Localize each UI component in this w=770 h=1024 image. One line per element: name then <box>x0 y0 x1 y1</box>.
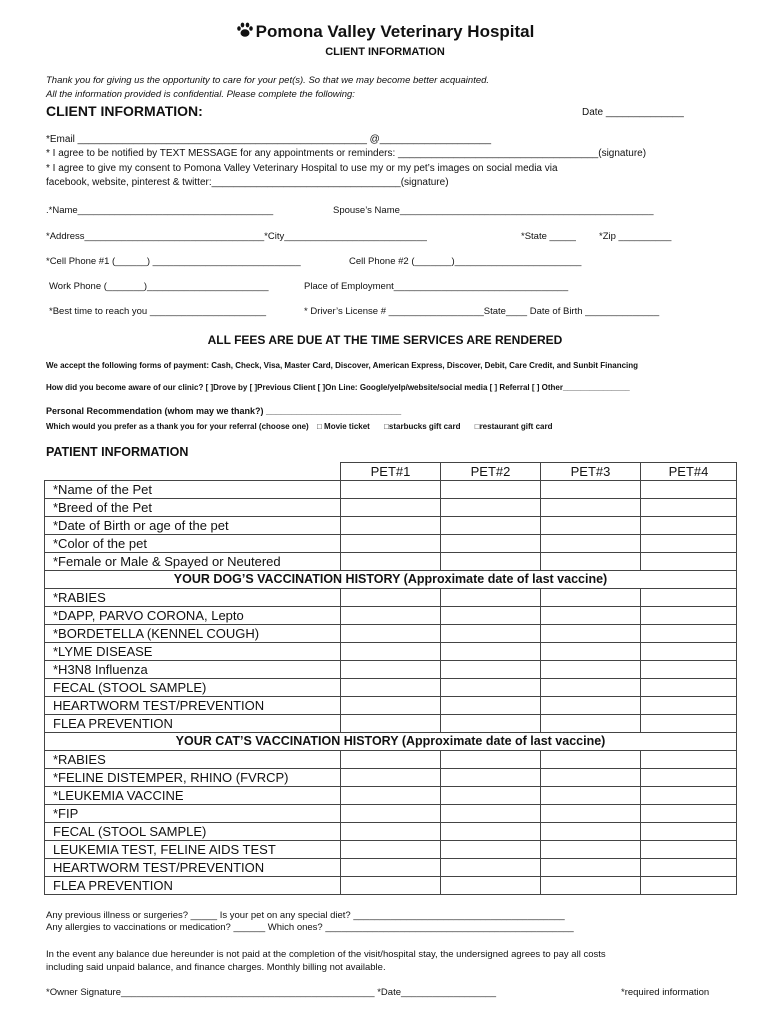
pet1-cell[interactable] <box>341 553 441 571</box>
pet1-cell[interactable] <box>341 805 441 823</box>
balance-terms-line-1: In the event any balance due hereunder is not paid at the completion of the visit/hospital stay, the undersigned agrees to pay all costs <box>46 949 606 960</box>
pet-info-row <box>45 499 737 517</box>
thank-you-choice <box>46 422 552 431</box>
pet2-cell[interactable] <box>441 625 541 643</box>
cat-vaccine-row-label: *FIP <box>45 805 341 823</box>
owner-signature-field[interactable]: *Owner Signature________________________________________________ *Date__________________ <box>46 987 497 998</box>
pet1-cell[interactable] <box>341 625 441 643</box>
recommendation-field[interactable]: Personal Recommendation (whom may we thank?) ___________________________ <box>46 406 402 416</box>
hospital-title <box>0 22 770 42</box>
pet3-cell[interactable] <box>541 481 641 499</box>
pet4-cell[interactable] <box>641 697 737 715</box>
cat-vaccine-row <box>45 805 737 823</box>
pet2-cell[interactable] <box>441 751 541 769</box>
pet1-cell[interactable] <box>341 535 441 553</box>
dog-vaccine-row-label: HEARTWORM TEST/PREVENTION <box>45 697 341 715</box>
hospital-title-text: Pomona Valley Veterinary Hospital <box>255 22 535 41</box>
pet2-cell[interactable] <box>441 499 541 517</box>
pet1-header: PET#1 <box>341 463 441 481</box>
cat-vaccine-row-label: HEARTWORM TEST/PREVENTION <box>45 859 341 877</box>
pet2-cell[interactable] <box>441 661 541 679</box>
pet2-cell[interactable] <box>441 553 541 571</box>
pet4-cell[interactable] <box>641 679 737 697</box>
dog-vaccine-row <box>45 607 737 625</box>
payment-methods: We accept the following forms of payment: Cash, Check, Visa, Master Card, Discover, American Express, Discover, Debit, Care Credit, and Sunbit Financing <box>46 361 639 370</box>
pet4-cell[interactable] <box>641 769 737 787</box>
email-field[interactable]: *Email ____________________________________________________ @____________________ <box>46 134 492 145</box>
cat-vaccination-heading: YOUR CAT’S VACCINATION HISTORY (Approximate date of last vaccine) <box>45 733 737 751</box>
pet3-cell[interactable] <box>541 769 641 787</box>
referral-source-options[interactable]: How did you become aware of our clinic? [ ]Drove by [ ]Previous Client [ ]On Line: Google/yelp/website/social media [ ] Referral [ ] Other_______________ <box>46 383 630 392</box>
pet2-cell[interactable] <box>441 517 541 535</box>
cat-vaccine-row <box>45 859 737 877</box>
name-field[interactable]: .*Name_____________________________________ <box>46 205 274 216</box>
dog-vaccine-row <box>45 715 737 733</box>
pet2-cell[interactable] <box>441 769 541 787</box>
pet4-cell[interactable] <box>641 553 737 571</box>
pet-info-row-label: *Color of the pet <box>45 535 341 553</box>
pet3-cell[interactable] <box>541 751 641 769</box>
pet2-cell[interactable] <box>441 805 541 823</box>
pet4-cell[interactable] <box>641 715 737 733</box>
pet4-cell[interactable] <box>641 625 737 643</box>
pet3-cell[interactable] <box>541 715 641 733</box>
intro-line-1: Thank you for giving us the opportunity to care for your pet(s). So that we may become better acquainted. <box>46 75 490 86</box>
pet3-cell[interactable] <box>541 841 641 859</box>
pet-info-row-label: *Breed of the Pet <box>45 499 341 517</box>
pet3-cell[interactable] <box>541 877 641 895</box>
pet3-cell[interactable] <box>541 625 641 643</box>
pet2-cell[interactable] <box>441 787 541 805</box>
pet1-cell[interactable] <box>341 859 441 877</box>
pet2-cell[interactable] <box>441 697 541 715</box>
dog-vaccine-row <box>45 589 737 607</box>
cat-vaccine-row-label: *FELINE DISTEMPER, RHINO (FVRCP) <box>45 769 341 787</box>
pet1-cell[interactable] <box>341 661 441 679</box>
pet4-cell[interactable] <box>641 787 737 805</box>
pet2-cell[interactable] <box>441 679 541 697</box>
patient-table <box>44 462 737 895</box>
dog-vaccine-row-label: *H3N8 Influenza <box>45 661 341 679</box>
cat-vaccine-row-label: FLEA PREVENTION <box>45 877 341 895</box>
cat-vaccine-row-label: *RABIES <box>45 751 341 769</box>
pet4-cell[interactable] <box>641 499 737 517</box>
form-subtitle: CLIENT INFORMATION <box>325 46 445 58</box>
dog-vaccine-row-label: *BORDETELLA (KENNEL COUGH) <box>45 625 341 643</box>
cat-vaccine-row <box>45 823 737 841</box>
pet2-cell[interactable] <box>441 715 541 733</box>
option-starbucks: starbucks gift card <box>388 422 461 431</box>
dog-vaccine-row <box>45 643 737 661</box>
image-consent-line-1: * I agree to give my consent to Pomona Valley Veterinary Hospital to use my or my pet’s images on social media via <box>46 163 558 174</box>
pet4-cell[interactable] <box>641 481 737 499</box>
cat-vaccine-row-label: FECAL (STOOL SAMPLE) <box>45 823 341 841</box>
thank-you-prompt: Which would you prefer as a thank you for your referral (choose one) <box>46 422 309 431</box>
pet1-cell[interactable] <box>341 679 441 697</box>
pet2-cell[interactable] <box>441 589 541 607</box>
pet1-cell[interactable] <box>341 769 441 787</box>
cat-vaccine-row-label: LEUKEMIA TEST, FELINE AIDS TEST <box>45 841 341 859</box>
pet2-cell[interactable] <box>441 841 541 859</box>
client-info-heading: CLIENT INFORMATION: <box>46 103 203 119</box>
pet1-cell[interactable] <box>341 643 441 661</box>
pet4-cell[interactable] <box>641 535 737 553</box>
pet1-cell[interactable] <box>341 697 441 715</box>
pet4-cell[interactable] <box>641 805 737 823</box>
pet1-cell[interactable] <box>341 787 441 805</box>
dog-vaccination-heading: YOUR DOG’S VACCINATION HISTORY (Approximate date of last vaccine) <box>45 571 737 589</box>
text-consent-field[interactable]: * I agree to be notified by TEXT MESSAGE for any appointments or reminders: ____________________________________(signature) <box>46 148 647 159</box>
pet4-cell[interactable] <box>641 877 737 895</box>
required-note: *required information <box>621 987 710 998</box>
option-movie-ticket: Movie ticket <box>324 422 370 431</box>
pet4-cell[interactable] <box>641 661 737 679</box>
pet1-cell[interactable] <box>341 751 441 769</box>
patient-info-heading: PATIENT INFORMATION <box>46 445 189 459</box>
pet4-cell[interactable] <box>641 517 737 535</box>
pet3-cell[interactable] <box>541 589 641 607</box>
dog-vaccine-row <box>45 679 737 697</box>
pet3-cell[interactable] <box>541 697 641 715</box>
image-consent-signature-field[interactable]: facebook, website, pinterest & twitter:__________________________________(signature) <box>46 177 449 188</box>
illness-diet-field[interactable]: Any previous illness or surgeries? _____ Is your pet on any special diet? ________________________________________ <box>46 910 565 921</box>
pet4-cell[interactable] <box>641 841 737 859</box>
dog-vaccine-row <box>45 697 737 715</box>
cat-vaccine-row <box>45 751 737 769</box>
pet3-cell[interactable] <box>541 679 641 697</box>
pet-info-row-label: *Name of the Pet <box>45 481 341 499</box>
pet3-cell[interactable] <box>541 823 641 841</box>
pet1-cell[interactable] <box>341 481 441 499</box>
pet4-cell[interactable] <box>641 607 737 625</box>
dog-vaccine-row-label: *DAPP, PARVO CORONA, Lepto <box>45 607 341 625</box>
pet3-cell[interactable] <box>541 859 641 877</box>
pet1-cell[interactable] <box>341 607 441 625</box>
dog-vaccine-row-label: FLEA PREVENTION <box>45 715 341 733</box>
pet2-cell[interactable] <box>441 877 541 895</box>
spouse-name-field[interactable]: Spouse’s Name________________________________________________ <box>333 205 654 216</box>
option-restaurant: restaurant gift card <box>479 422 553 431</box>
cat-vaccine-row <box>45 787 737 805</box>
pet1-cell[interactable] <box>341 841 441 859</box>
pet4-cell[interactable] <box>641 643 737 661</box>
pet3-cell[interactable] <box>541 553 641 571</box>
pet4-cell[interactable] <box>641 859 737 877</box>
pet2-cell[interactable] <box>441 859 541 877</box>
pet2-header: PET#2 <box>441 463 541 481</box>
pet2-cell[interactable] <box>441 823 541 841</box>
work-phone-field[interactable]: Work Phone (_______)_______________________ <box>49 281 269 292</box>
pet3-cell[interactable] <box>541 499 641 517</box>
cat-vaccine-row <box>45 877 737 895</box>
pet2-cell[interactable] <box>441 481 541 499</box>
best-time-field[interactable]: *Best time to reach you ______________________ <box>49 306 267 317</box>
pet4-cell[interactable] <box>641 751 737 769</box>
state-field[interactable]: *State _____ <box>521 231 576 242</box>
pet4-cell[interactable] <box>641 823 737 841</box>
license-dob-field[interactable]: * Driver’s License # __________________State____ Date of Birth ______________ <box>304 306 660 317</box>
pet1-cell[interactable] <box>341 589 441 607</box>
pet1-cell[interactable] <box>341 823 441 841</box>
cell-phone-1-field[interactable]: *Cell Phone #1 (______) ____________________________ <box>46 256 301 267</box>
balance-terms-line-2: including said unpaid balance, and finance charges. Monthly billing not available. <box>46 962 386 973</box>
pet3-cell[interactable] <box>541 661 641 679</box>
pet3-cell[interactable] <box>541 787 641 805</box>
pet4-header: PET#4 <box>641 463 737 481</box>
pet1-cell[interactable] <box>341 499 441 517</box>
pet-column-headers <box>45 463 737 481</box>
pet3-cell[interactable] <box>541 643 641 661</box>
blank-header-cell <box>45 463 341 481</box>
pet3-cell[interactable] <box>541 805 641 823</box>
pet1-cell[interactable] <box>341 517 441 535</box>
cat-vaccine-row <box>45 769 737 787</box>
pet2-cell[interactable] <box>441 607 541 625</box>
address-city-field[interactable]: *Address__________________________________*City___________________________ <box>46 231 427 242</box>
intro-line-2: All the information provided is confidential. Please complete the following: <box>46 89 355 100</box>
cat-vaccine-row <box>45 841 737 859</box>
employment-field[interactable]: Place of Employment_________________________________ <box>304 281 569 292</box>
dog-vaccine-row-label: *LYME DISEASE <box>45 643 341 661</box>
allergies-field[interactable]: Any allergies to vaccinations or medication? ______ Which ones? _______________________________________________ <box>46 922 574 933</box>
pet2-cell[interactable] <box>441 643 541 661</box>
checkbox-restaurant[interactable]: □ <box>474 422 480 431</box>
pet3-header: PET#3 <box>541 463 641 481</box>
pet-info-row <box>45 481 737 499</box>
pet3-cell[interactable] <box>541 517 641 535</box>
dog-vaccine-row <box>45 625 737 643</box>
cat-vaccine-row-label: *LEUKEMIA VACCINE <box>45 787 341 805</box>
paw-print-icon <box>236 22 254 38</box>
pet-info-row <box>45 535 737 553</box>
pet-info-row-label: *Date of Birth or age of the pet <box>45 517 341 535</box>
dog-vaccine-row-label: *RABIES <box>45 589 341 607</box>
date-field[interactable]: Date ______________ <box>582 107 684 118</box>
pet-info-row <box>45 553 737 571</box>
pet1-cell[interactable] <box>341 877 441 895</box>
pet3-cell[interactable] <box>541 535 641 553</box>
cell-phone-2-field[interactable]: Cell Phone #2 (_______)________________________ <box>349 256 582 267</box>
pet2-cell[interactable] <box>441 535 541 553</box>
pet4-cell[interactable] <box>641 589 737 607</box>
pet3-cell[interactable] <box>541 607 641 625</box>
pet-info-row-label: *Female or Male & Spayed or Neutered <box>45 553 341 571</box>
pet1-cell[interactable] <box>341 715 441 733</box>
dog-vaccine-row <box>45 661 737 679</box>
fees-notice: ALL FEES ARE DUE AT THE TIME SERVICES ARE RENDERED <box>207 333 563 347</box>
zip-field[interactable]: *Zip __________ <box>599 231 672 242</box>
checkbox-starbucks[interactable]: □ <box>384 422 389 431</box>
pet-info-row <box>45 517 737 535</box>
dog-vaccine-row-label: FECAL (STOOL SAMPLE) <box>45 679 341 697</box>
checkbox-movie-ticket[interactable]: □ <box>316 422 322 431</box>
